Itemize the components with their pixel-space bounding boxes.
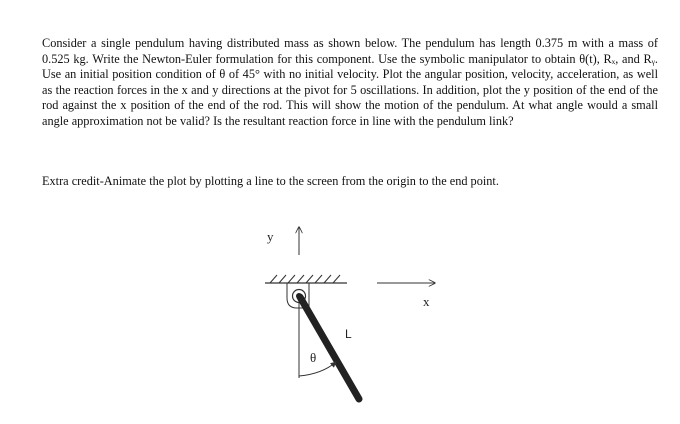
problem-statement: Consider a single pendulum having distributed mass as shown below. The pendulum has length 0.375 m with a mass of 0.525 kg. Write the Newton-Euler formulation for this component. Use the symbolic manipulator to obtain θ(t), Rₓ, and Rᵧ. Use an initial position condition of θ of 45° with no initial velocity. Plot the angular position, velocity, acceleration, as well as the reaction forces in the x and y directions at the pivot for 5 oscillations. In addition, plot the y position of the end of the rod against the x position of the end of the rod. This will show the motion of the pendulum. At what angle would a small angle approximation not be valid? Is the resultant reaction force in line with the pendulum link? (42, 36, 658, 128)
ceiling-support (265, 275, 347, 283)
x-axis-label: x (423, 294, 430, 309)
angle-label: θ (310, 350, 317, 365)
length-label: L (345, 327, 352, 341)
angle-arc (299, 362, 336, 376)
pivot-pin (296, 293, 302, 299)
extra-credit-statement: Extra credit-Animate the plot by plotting a line to the screen from the origin to the end point. (42, 174, 499, 188)
pendulum-rod (300, 297, 359, 399)
y-axis-label: y (267, 229, 274, 244)
